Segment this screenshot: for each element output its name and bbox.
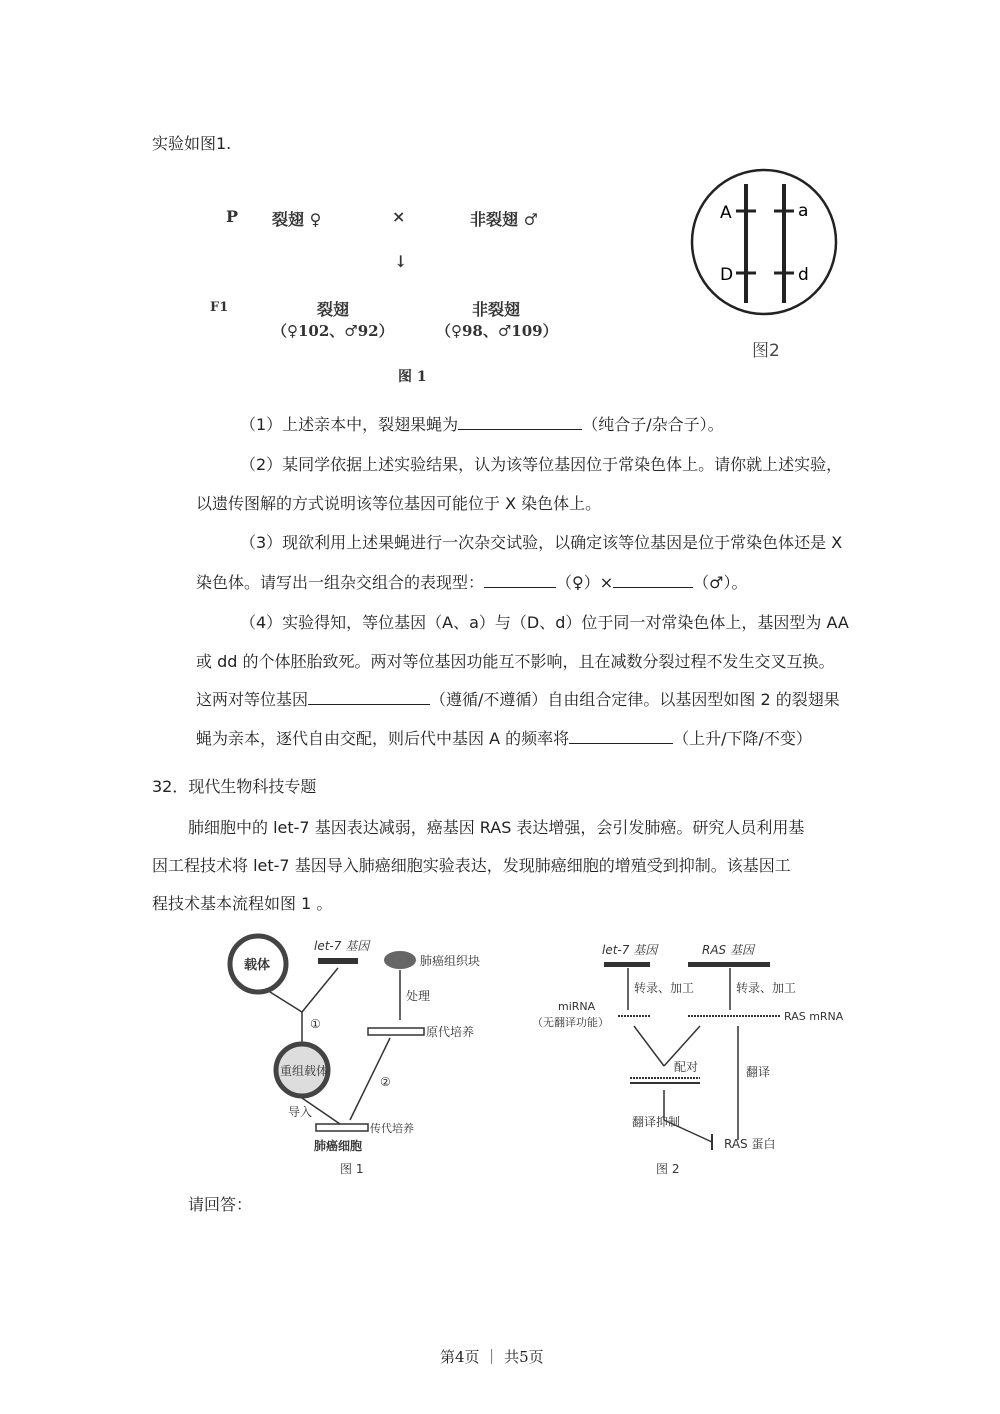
import-label: 导入 <box>288 1105 313 1119</box>
p-male: 非裂翅 ♂ <box>470 210 538 229</box>
question-4-line-1: （4）实验得知，等位基因（A、a）与（D、d）位于同一对常染色体上，基因型为 AA <box>240 613 849 632</box>
let7-gene-bar <box>604 962 650 967</box>
section-32-title: 32．现代生物科技专题 <box>152 777 317 796</box>
down-arrow: ↓ <box>394 252 408 271</box>
subculture-label: 传代培养 <box>370 1122 414 1135</box>
step-1-label: ① <box>310 1017 321 1031</box>
answer-prompt: 请回答： <box>188 1195 253 1214</box>
f1-normal-wing: 非裂翅 <box>472 300 521 319</box>
question-2-line-2: 以遗传图解的方式说明该等位基因可能位于 X 染色体上。 <box>196 494 602 513</box>
recombinant-label: 重组载体 <box>280 1064 329 1078</box>
cell-label: 肺癌细胞 <box>314 1139 363 1153</box>
p-label: P <box>226 207 239 226</box>
q1-text: （1）上述亲本中，裂翅果蝇为 <box>240 415 459 434</box>
q4-text-a: 这两对等位基因 <box>196 690 309 709</box>
primary-culture-dish <box>368 1028 424 1035</box>
question-3-line-2 <box>196 570 748 593</box>
question-4-line-4 <box>196 726 812 749</box>
translation-label: 翻译 <box>746 1065 771 1079</box>
transcription-2-label: 转录、加工 <box>736 981 797 995</box>
intro-line: 实验如图1. <box>152 134 232 153</box>
q4-text-c: 蝇为亲本，逐代自由交配，则后代中基因 A 的频率将 <box>196 729 570 748</box>
process-label: 处理 <box>406 989 431 1003</box>
q4-text-b: （遵循/不遵循）自由组合定律。以基因型如图 2 的裂翅果 <box>430 690 840 709</box>
mirna-note: （无翻译功能） <box>532 1016 609 1029</box>
q1-options: （纯合子/杂合子）。 <box>582 415 724 434</box>
q3-male-blank[interactable] <box>613 573 693 588</box>
tissue-label: 肺癌组织块 <box>420 954 481 968</box>
vector-label: 载体 <box>244 958 271 973</box>
figure-1-caption: 图 1 <box>398 369 427 385</box>
section-32-para-2: 因工程技术将 let-7 基因导入肺癌细胞实验表达，发现肺癌细胞的增殖受到抑制。该基因工 <box>152 856 791 875</box>
mirna-label: miRNA <box>558 1000 596 1013</box>
f1-split-wing: 裂翅 <box>317 300 350 319</box>
tumor-tissue-icon <box>384 951 416 969</box>
ras-mrna-label: RAS mRNA <box>784 1010 844 1023</box>
diagram-1-workflow <box>220 930 520 1180</box>
ras-label: RAS 基因 <box>702 943 754 957</box>
gene-label: let-7 基因 <box>314 939 370 953</box>
figure-2-chromosomes <box>690 168 840 368</box>
ras-gene-bar <box>688 962 770 967</box>
transcription-1-label: 转录、加工 <box>634 981 695 995</box>
pairing-label: 配对 <box>674 1060 699 1074</box>
p-female: 裂翅 ♀ <box>272 210 322 229</box>
question-1 <box>240 412 724 435</box>
let7-label: let-7 基因 <box>602 943 658 957</box>
f1-label: F1 <box>210 300 229 315</box>
section-32-para-3: 程技术基本流程如图 1 。 <box>152 894 333 913</box>
diagram-1-caption: 图 1 <box>340 1162 364 1176</box>
section-32-para-1: 肺细胞中的 let-7 基因表达减弱，癌基因 RAS 表达增强，会引发肺癌。研究人员利用基 <box>188 818 805 837</box>
cell-outline <box>692 170 836 314</box>
allele-D: D <box>720 265 734 285</box>
q4-text-d: （上升/下降/不变） <box>673 729 812 748</box>
allele-a: a <box>798 201 809 221</box>
q1-blank[interactable] <box>458 415 582 430</box>
f1-normal-wing-counts: （♀98、♂109） <box>436 322 558 340</box>
q3-male-sign: （♂）。 <box>693 573 748 592</box>
diagram-2-mechanism <box>530 930 860 1180</box>
let7-gene-bar <box>318 958 358 964</box>
q4-rule-blank[interactable] <box>308 690 430 705</box>
diagram-2-caption: 图 2 <box>656 1162 680 1176</box>
question-2-line-1: （2）某同学依据上述实验结果，认为该等位基因位于常染色体上。请你就上述实验， <box>240 455 843 474</box>
question-4-line-3 <box>196 687 840 710</box>
question-4-line-2: 或 dd 的个体胚胎致死。两对等位基因功能互不影响，且在减数分裂过程不发生交叉互换。 <box>196 652 835 671</box>
question-3-line-1: （3）现欲利用上述果蝇进行一次杂交试验，以确定该等位基因是位于常染色体还是 X <box>240 533 843 552</box>
subculture-dish <box>316 1124 368 1131</box>
page-footer: 第4页 ｜ 共5页 <box>440 1348 544 1366</box>
inhibition-label: 翻译抑制 <box>632 1115 681 1129</box>
f1-split-wing-counts: （♀102、♂92） <box>272 322 394 340</box>
q3-female-blank[interactable] <box>484 573 556 588</box>
figure-2-caption: 图2 <box>752 341 780 361</box>
q3-female-sign: （♀）× <box>556 573 614 592</box>
allele-A: A <box>720 203 732 223</box>
q4-frequency-blank[interactable] <box>569 729 673 744</box>
allele-d: d <box>798 265 809 285</box>
cross-symbol: × <box>392 207 406 226</box>
primary-culture-label: 原代培养 <box>426 1025 475 1039</box>
protein-label: RAS 蛋白 <box>724 1137 776 1151</box>
q3-text: 染色体。请写出一组杂交组合的表现型： <box>196 573 485 592</box>
step-2-label: ② <box>380 1075 391 1089</box>
